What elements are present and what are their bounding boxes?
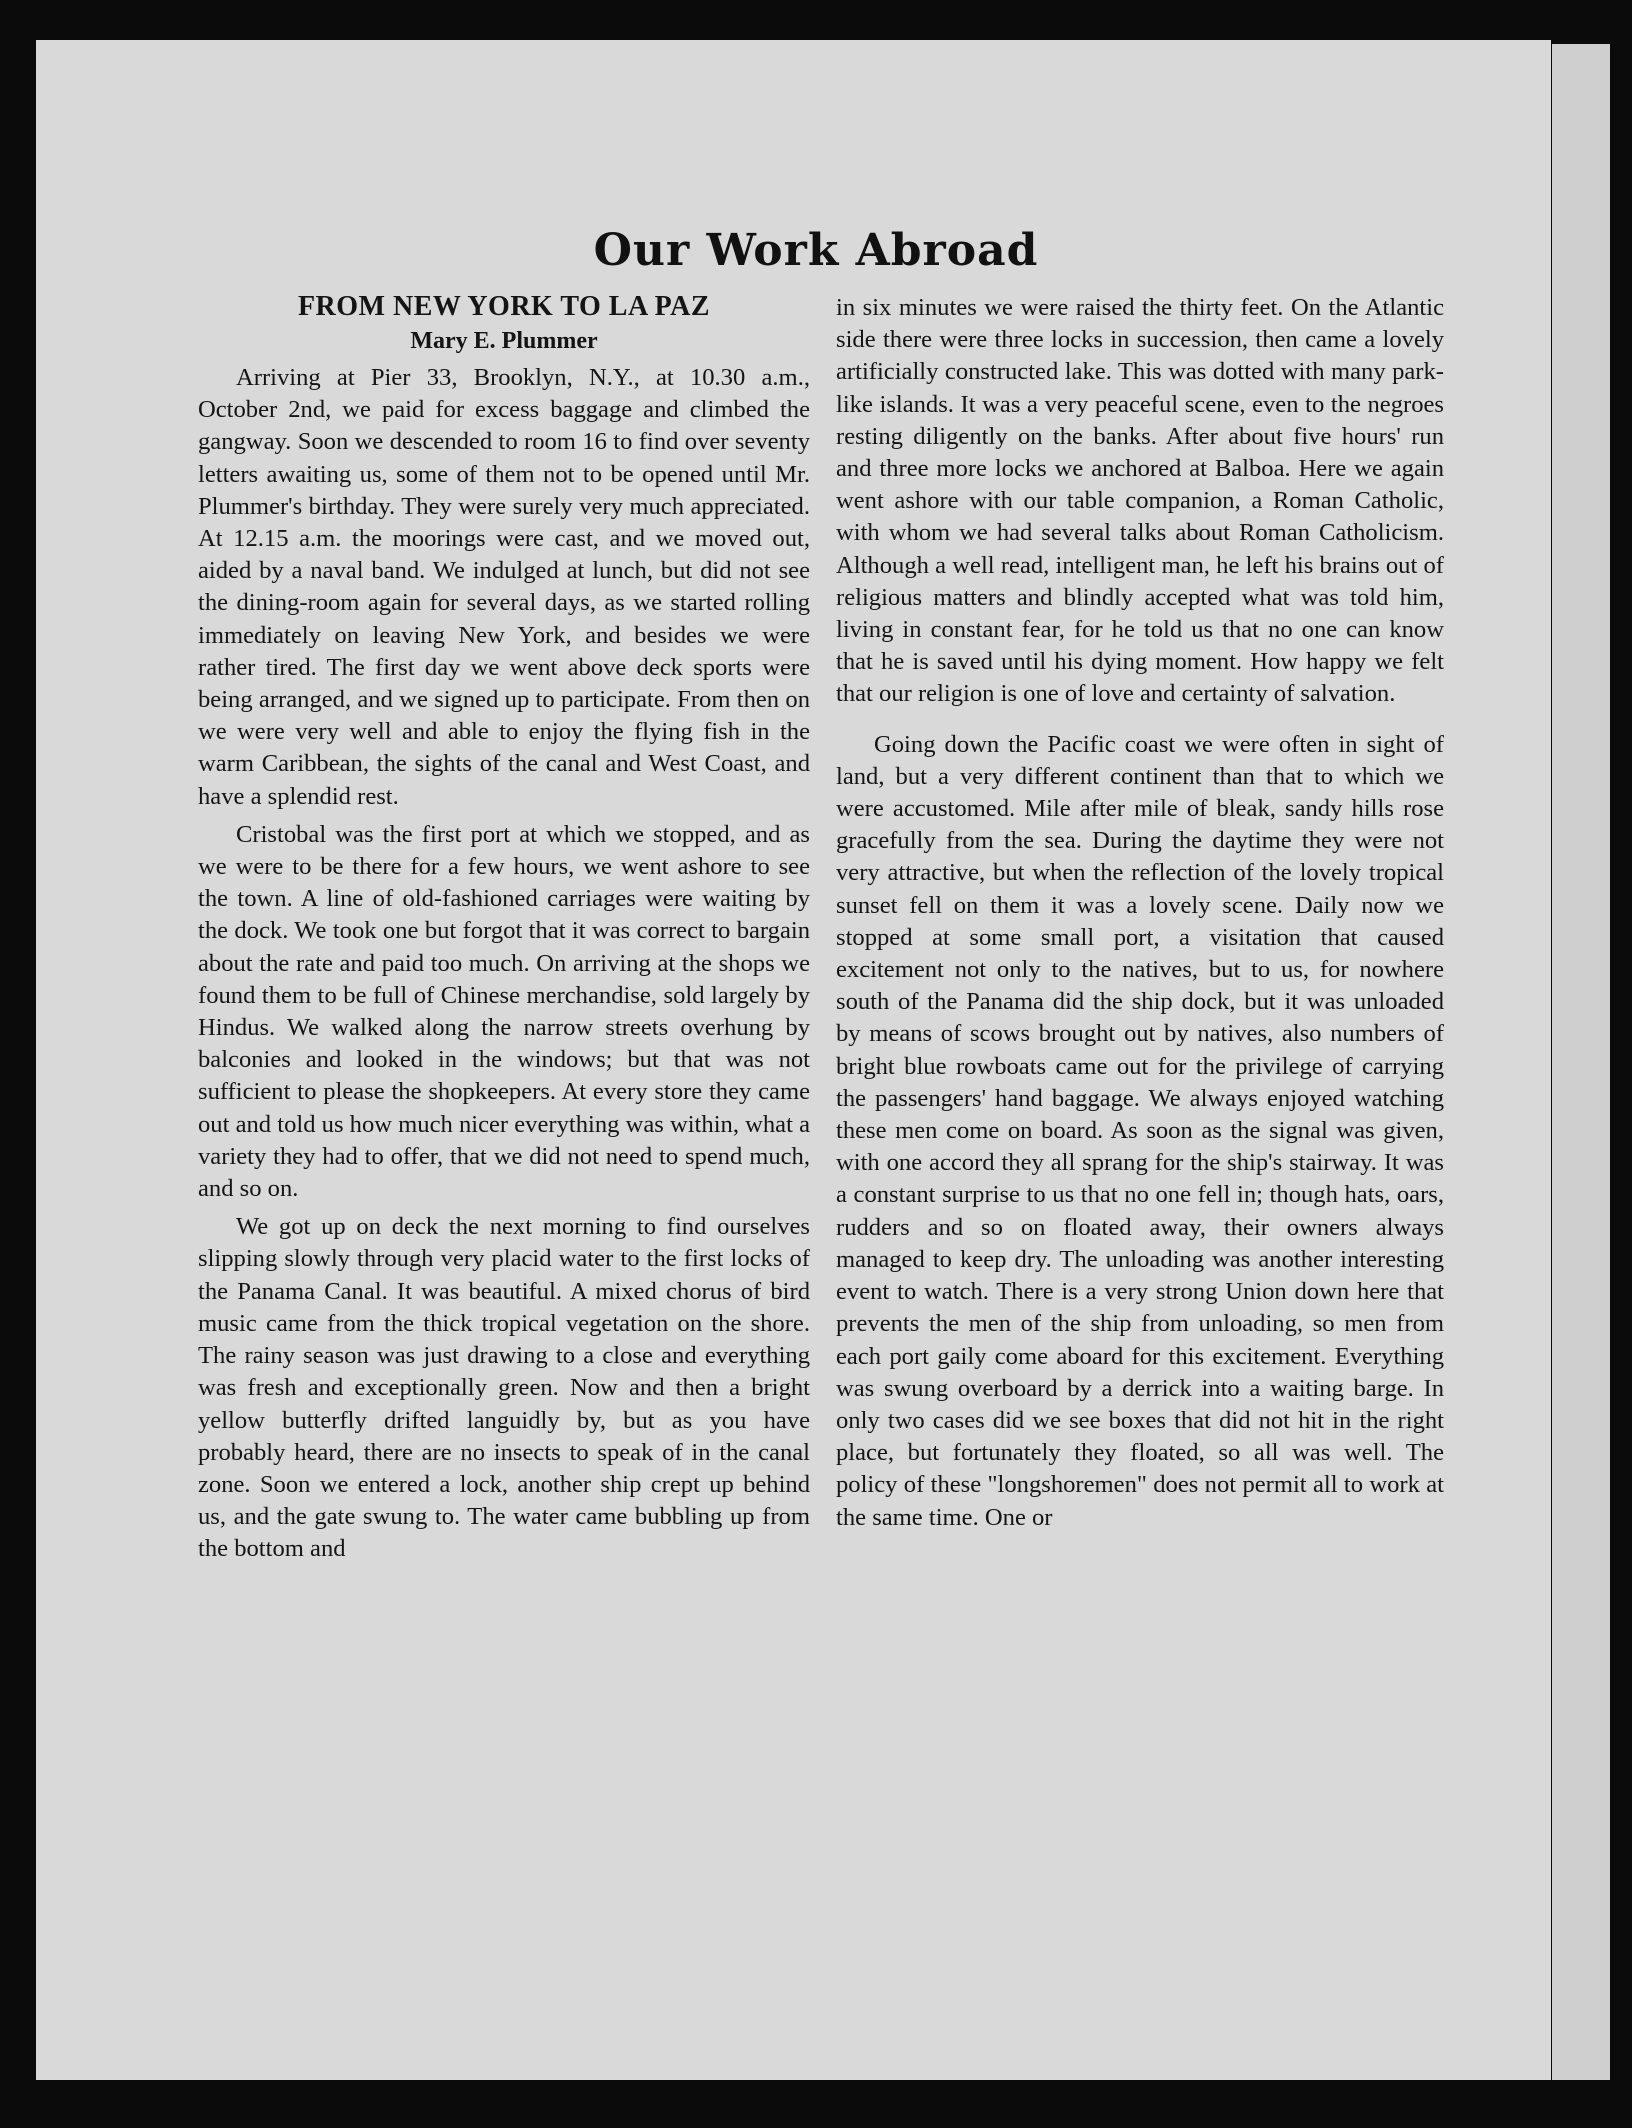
left-column [198,290,810,1572]
paragraph: Going down the Pacific coast we were often in sight of land, but a very different continent than that to which we were accustomed. Mile after mile of bleak, sandy hills rose gracefully from the sea. During the daytime they were not very attractive, but when the reflection of the lovely tropical sunset fell on them it was a lovely scene. Daily now we stopped at some small port, a visitation that caused excitement not only to the natives, but to us, for nowhere south of the Panama did the ship dock, but it was unloaded by means of scows brought out by natives, also numbers of bright blue rowboats came out for the privilege of carrying the passengers' hand baggage. We always enjoyed watching these men come on board. As soon as the signal was given, with one accord they all sprang for the ship's stairway. It was a constant surprise to us that no one fell in; though hats, oars, rudders and so on floated away, their owners always managed to keep dry. The unloading was another interesting event to watch. There is a very strong Union down here that prevents the men of the ship from unloading, so men from each port gaily come aboard for this excitement. Everything was swung overboard by a derrick into a waiting barge. In only two cases did we see boxes that did not hit in the right place, but fortunately they floated, so all was well. The policy of these "longshoremen" does not permit all to work at the same time. One or [836,730,1444,1531]
next-page-edge [1552,44,1610,2080]
paragraph: in six minutes we were raised the thirty feet. On the Atlantic side there were three locks in succession, then came a lovely artificially constructed lake. This was dotted with many park-like islands. It was a very peaceful scene, even to the negroes resting diligently on the banks. After about five hours' run and three more locks we anchored at Balboa. Here we again went ashore with our table companion, a Roman Catholic, with whom we had several talks about Roman Catholicism. Although a well read, intelligent man, he left his brains out of religious matters and blindly accepted what was told him, living in constant fear, for he told us that no one can know that he is saved until his dying moment. How happy we felt that our religion is one of love and certainty of salvation. [836,294,1444,708]
section-title: Our Work Abroad [593,225,1039,276]
paragraph: Arriving at Pier 33, Brooklyn, N.Y., at 10.30 a.m., October 2nd, we paid for excess baggage and climbed the gangway. Soon we descended to room 16 to find over seventy letters awaiting us, some of them not to be opened until Mr. Plummer's birthday. They were surely very much appreciated. At 12.15 a.m. the moorings were cast, and we moved out, aided by a naval band. We indulged at lunch, but did not see the dining-room again for several days, as we started rolling immediately on leaving New York, and besides we were rather tired. The first day we went above deck sports were being arranged, and we signed up to participate. From then on we were very well and able to enjoy the flying fish in the warm Caribbean, the sights of the canal and West Coast, and have a splendid rest. [198,364,810,810]
paragraph: We got up on deck the next morning to find ourselves slipping slowly through very placid water to the first locks of the Panama Canal. It was beautiful. A mixed chorus of bird music came from the thick tropical vegetation on the shore. The rainy season was just drawing to a close and everything was fresh and exceptionally green. Now and then a bright yellow butterfly drifted languidly by, but as you have probably heard, there are no insects to speak of in the canal zone. Soon we entered a lock, another ship crept up behind us, and the gate swung to. The water came bubbling up from the bottom and [198,1213,810,1563]
right-column [836,292,1444,1540]
article-author: Mary E. Plummer [410,328,598,354]
paragraph: Cristobal was the first port at which we stopped, and as we were to be there for a few hours, we went ashore to see the town. A line of old-fashioned carriages were waiting by the dock. We took one but forgot that it was correct to bargain about the rate and paid too much. On arriving at the shops we found them to be full of Chinese merchandise, sold largely by Hindus. We walked along the narrow streets overhung by balconies and looked in the windows; but that was not sufficient to please the shopkeepers. At every store they came out and told us how much nicer everything was within, what a variety they had to offer, that we did not need to spend much, and so on. [198,820,810,1203]
article-heading: FROM NEW YORK TO LA PAZ [297,291,711,322]
